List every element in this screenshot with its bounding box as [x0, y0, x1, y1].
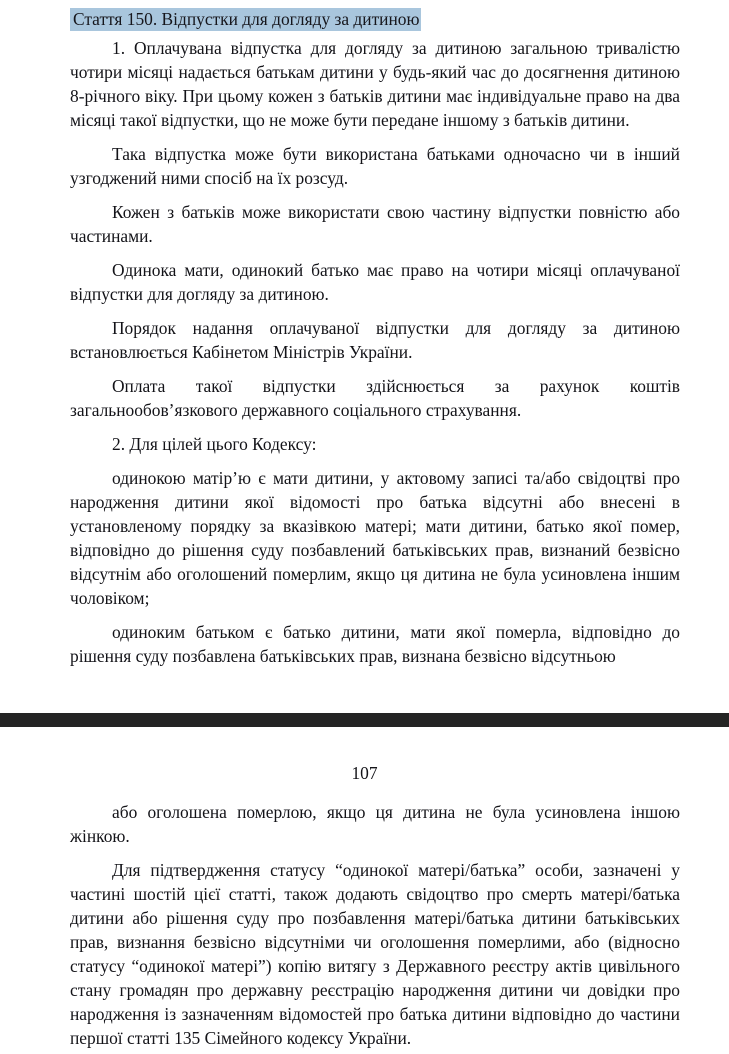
- paragraph: Кожен з батьків може використати свою частину відпустки повністю або частинами.: [70, 202, 680, 246]
- paragraph: Одинока мати, одинокий батько має право на чотири місяці оплачуваної відпустки для догляду за дитиною.: [70, 260, 680, 304]
- page-break-band: [0, 713, 729, 727]
- article-title-highlighted: Стаття 150. Відпустки для догляду за дитиною: [70, 8, 421, 31]
- paragraph: Така відпустка може бути використана батьками одночасно чи в інший узгоджений ними спосіб на їх розсуд.: [70, 144, 680, 188]
- article-title-row: [0, 0, 729, 31]
- paragraph: Для підтвердження статусу “одинокої матері/батька” особи, зазначені у частині шостій цієї статті, також додають свідоцтво про смерть матері/батька дитини або рішення суду про позбавлення матері/батька дитини батьківських прав, визнання безвісно відсутніми чи оголошення померлими, або (відносно статусу “одинокої матері”) копію витягу з Державного реєстру актів цивільного стану громадян про державну реєстрацію народження дитини чи довідки про народження із зазначенням відомостей про батька дитини відповідно до частини першої статті 135 Сімейного кодексу України.: [70, 860, 680, 1048]
- paragraph: 2. Для цілей цього Кодексу:: [112, 434, 317, 454]
- page-number-row: [0, 727, 729, 784]
- paragraph: одиноким батьком є батько дитини, мати якої померла, відповідно до рішення суду позбавлена батьківських прав, визнана безвісно відсутньою: [70, 622, 680, 666]
- paragraph: або оголошена померлою, якщо ця дитина не була усиновлена іншою жінкою.: [70, 802, 680, 846]
- lower-body-text: [0, 784, 729, 1050]
- paragraph: Порядок надання оплачуваної відпустки для догляду за дитиною встановлюється Кабінетом Міністрів України.: [70, 318, 680, 362]
- upper-body-text: [0, 31, 729, 668]
- paragraph: Оплата такої відпустки здійснюється за рахунок коштів загальнообов’язкового державного соціального страхування.: [70, 376, 680, 420]
- paragraph: 1. Оплачувана відпустка для догляду за дитиною загальною тривалістю чотири місяці надається батькам дитини у будь-який час до досягнення дитиною 8-річного віку. При цьому кожен з батьків дитини має індивідуальне право на два місяці такої відпустки, що не може бути передане іншому з батьків дитини.: [70, 38, 680, 130]
- document-page-lower: [0, 727, 729, 1054]
- page-number: 107: [351, 763, 378, 783]
- paragraph: одинокою матір’ю є мати дитини, у актовому записі та/або свідоцтві про народження дитини якої відомості про батька відсутні або внесені в установленому порядку за вказівкою матері; мати дитини, батько якої помер, відповідно до рішення суду позбавлений батьківських прав, визнаний безвісно відсутнім або оголошений померлим, якщо ця дитина не була усиновлена іншим чоловіком;: [70, 468, 680, 608]
